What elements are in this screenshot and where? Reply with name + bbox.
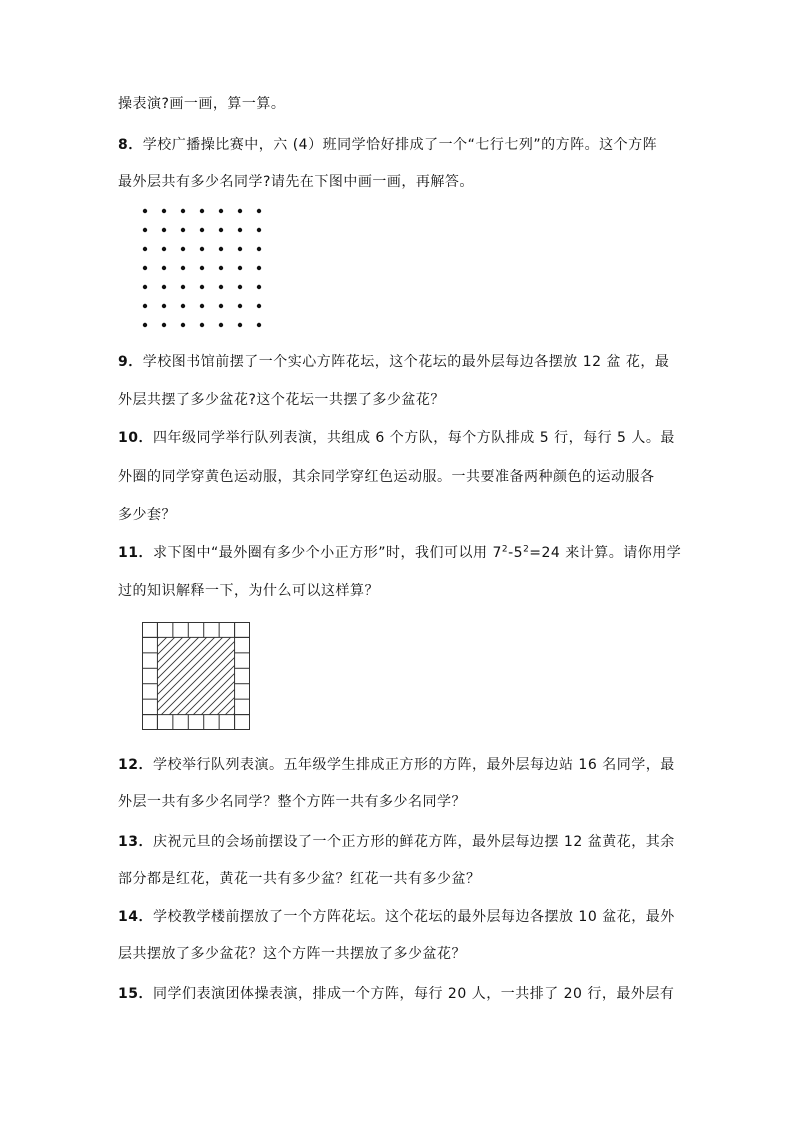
question-number: 13． (118, 834, 153, 850)
question-text: 多少套？ (118, 507, 176, 523)
grid-dot (200, 285, 204, 289)
question-8 (118, 135, 657, 155)
hatched-interior (142, 622, 250, 730)
question-number: 15． (118, 986, 153, 1002)
question-number: 8． (118, 137, 143, 153)
exponent: 2 (501, 544, 509, 555)
text-line (118, 944, 466, 964)
grid-dot (238, 266, 242, 270)
grid-dot (143, 266, 147, 270)
grid-dot (257, 304, 261, 308)
exponent: 2 (523, 544, 530, 555)
question-text: =24 来计算。请你用学 (529, 545, 682, 561)
grid-dot (162, 247, 166, 251)
grid-dot (143, 247, 147, 251)
question-15 (118, 984, 674, 1004)
question-text: 学校图书馆前摆了一个实心方阵花坛，这个花坛的最外层每边各摆放 12 盆 花，最 (142, 354, 670, 370)
grid-dot (219, 304, 223, 308)
grid-dot (257, 209, 261, 213)
dot-grid-figure (138, 204, 268, 334)
question-text: -5 (508, 545, 524, 561)
question-text: 层共摆放了多少盆花？这个方阵一共摆放了多少盆花？ (118, 946, 466, 962)
grid-dot (238, 304, 242, 308)
grid-dot (200, 304, 204, 308)
grid-dot (238, 209, 242, 213)
question-13 (118, 832, 675, 852)
grid-dot (238, 247, 242, 251)
question-text: 庆祝元旦的会场前摆设了一个正方形的鲜花方阵，最外层每边摆 12 盆黄花，其余 (152, 834, 675, 850)
grid-dot (143, 323, 147, 327)
grid-dot (219, 209, 223, 213)
text-line (118, 581, 379, 601)
text-line (118, 390, 445, 410)
text-line (118, 94, 285, 114)
grid-dot (238, 323, 242, 327)
hatch-line (242, 622, 250, 730)
grid-dot (181, 247, 185, 251)
question-text: 四年级同学举行队列表演，共组成 6 个方队，每个方队排成 5 行，每行 5 人。最 (152, 430, 675, 446)
grid-dot (257, 285, 261, 289)
grid-dot (162, 266, 166, 270)
text-line (118, 505, 176, 525)
grid-dot (143, 285, 147, 289)
hatch-line (142, 622, 158, 730)
text-line (118, 869, 481, 889)
grid-dot (143, 209, 147, 213)
question-text: 最外层共有多少名同学?请先在下图中画一画，再解答。 (118, 174, 474, 190)
grid-dot (162, 323, 166, 327)
grid-dot (181, 285, 185, 289)
grid-dot (200, 323, 204, 327)
grid-dot (257, 247, 261, 251)
grid-dot (219, 228, 223, 232)
grid-dot (238, 285, 242, 289)
question-number: 10． (118, 430, 153, 446)
question-12 (118, 755, 675, 775)
grid-dot (181, 266, 185, 270)
question-text: 外层共摆了多少盆花?这个花坛一共摆了多少盆花？ (118, 392, 445, 408)
square-grid-figure (142, 622, 250, 730)
question-text: 求下图中“最外圈有多少个小正方形”时，我们可以用 7 (152, 545, 502, 561)
question-text: 部分都是红花，黄花一共有多少盆？红花一共有多少盆？ (118, 871, 481, 887)
grid-dot (181, 323, 185, 327)
hatch-line (234, 622, 250, 730)
hatch-line (142, 622, 174, 730)
text-line (118, 172, 474, 192)
grid-dot (181, 228, 185, 232)
grid-dot (238, 228, 242, 232)
question-text: 外层一共有多少名同学？整个方阵一共有多少名同学？ (118, 794, 466, 810)
grid-dot (143, 304, 147, 308)
text-line (118, 467, 655, 487)
grid-dot (219, 247, 223, 251)
grid-dot (162, 228, 166, 232)
grid-dot (143, 228, 147, 232)
grid-dot (257, 323, 261, 327)
question-number: 12． (118, 757, 153, 773)
question-text: 过的知识解释一下，为什么可以这样算？ (118, 583, 379, 599)
grid-dot (162, 285, 166, 289)
text-line (118, 792, 466, 812)
question-10 (118, 428, 675, 448)
question-11 (118, 543, 681, 563)
question-number: 9． (118, 354, 143, 370)
grid-dot (200, 209, 204, 213)
hatch-line (218, 622, 250, 730)
grid-dot (181, 209, 185, 213)
question-text: 外圈的同学穿黄色运动服，其余同学穿红色运动服。一共要准备两种颜色的运动服各 (118, 469, 655, 485)
hatch-line (142, 622, 150, 730)
question-text: 学校举行队列表演。五年级学生排成正方形的方阵，最外层每边站 16 名同学，最 (152, 757, 675, 773)
question-9 (118, 352, 669, 372)
grid-dot (200, 247, 204, 251)
grid-dot (200, 266, 204, 270)
question-text: 学校教学楼前摆放了一个方阵花坛。这个花坛的最外层每边各摆放 10 盆花，最外 (152, 909, 675, 925)
grid-dot (200, 228, 204, 232)
question-text: 操表演?画一画，算一算。 (118, 96, 286, 112)
question-number: 14． (118, 909, 153, 925)
grid-dot (219, 323, 223, 327)
grid-dot (181, 304, 185, 308)
grid-dot (162, 304, 166, 308)
grid-dot (257, 266, 261, 270)
grid-dot (219, 266, 223, 270)
grid-dot (162, 209, 166, 213)
question-number: 11． (118, 545, 153, 561)
grid-dot (257, 228, 261, 232)
question-text: 学校广播操比赛中，六 (4）班同学恰好排成了一个“七行七列”的方阵。这个方阵 (142, 137, 658, 153)
question-text: 同学们表演团体操表演，排成一个方阵，每行 20 人，一共排了 20 行，最外层有 (152, 986, 675, 1002)
grid-dot (219, 285, 223, 289)
question-14 (118, 907, 675, 927)
grid-outer-border (143, 623, 250, 730)
